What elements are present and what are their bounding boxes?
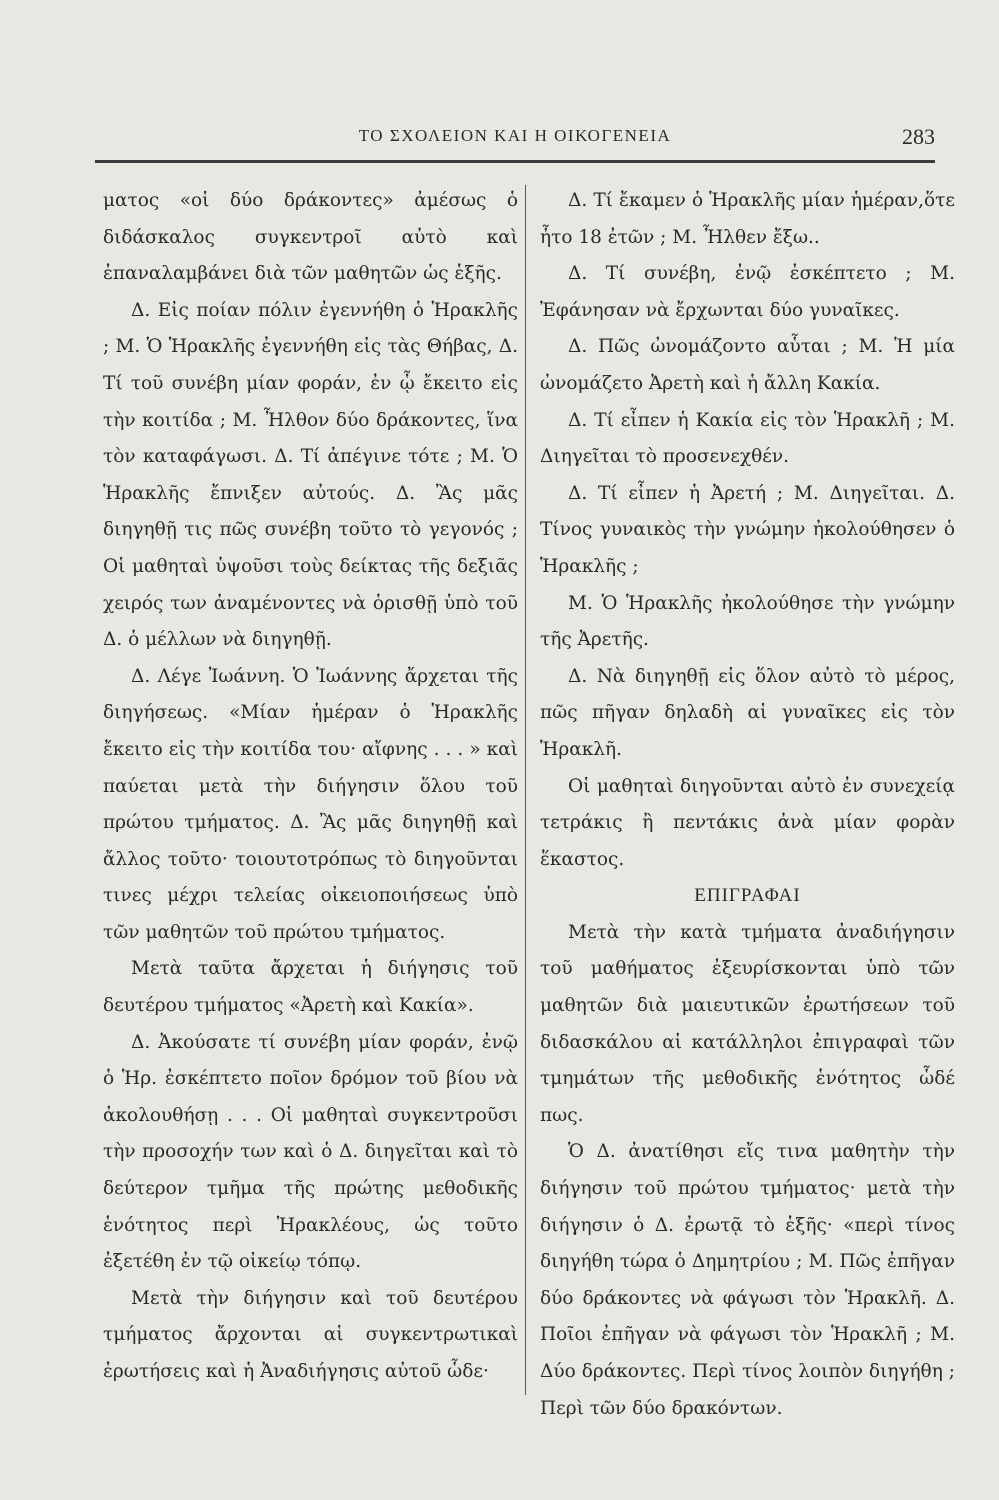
- header-rule: [95, 160, 935, 163]
- paragraph: Δ. Λέγε Ἰωάννη. Ὁ Ἰωάννης ἄρχεται τῆς διηγήσεως. «Μίαν ἡμέραν ὁ Ἡρακλῆς ἔκειτο εἰς τὴν κοιτίδα του· αἴφνης . . . » καὶ παύεται μετὰ τὴν διήγησιν ὅλου τοῦ πρώτου τμήματος. Δ. Ἂς μᾶς διηγηθῇ καὶ ἄλλος τοῦτο· τοιουτοτρόπως τὸ διηγοῦνται τινες μέχρι τελείας οἰκειοποιήσεως ὑπὸ τῶν μαθητῶν τοῦ πρώτου τμήματος.: [103, 665, 518, 943]
- paragraph: Δ. Τί ἔκαμεν ὁ Ἡρακλῆς μίαν ἡμέραν,ὅτε ἦτο 18 ἐτῶν ; Μ. Ἦλθεν ἔξω..: [540, 190, 955, 248]
- column-divider: [525, 185, 526, 1395]
- paragraph: Μ. Ὁ Ἡρακλῆς ἠκολούθησε τὴν γνώμην τῆς Ἀρετῆς.: [540, 592, 955, 651]
- paragraph: ματος «οἱ δύο δράκοντες» ἀμέσως ὁ διδάσκαλος συγκεντροῖ αὐτὸ καὶ ἐπαναλαμβάνει διὰ τῶν μαθητῶν ὡς ἑξῆς.: [103, 190, 518, 285]
- paragraph: Δ. Νὰ διηγηθῇ εἰς ὅλον αὐτὸ τὸ μέρος, πῶς πῆγαν δηλαδὴ αἱ γυναῖκες εἰς τὸν Ἡρακλῆ.: [540, 665, 955, 760]
- paragraph: Μετὰ ταῦτα ἄρχεται ἡ διήγησις τοῦ δευτέρου τμήματος «Ἀρετὴ καὶ Κακία».: [103, 958, 518, 1017]
- section-heading: ΕΠΙΓΡΑΦΑΙ: [694, 885, 801, 907]
- left-column: [103, 183, 518, 1391]
- right-column: [540, 183, 955, 1427]
- paragraph: Οἱ μαθηταὶ διηγοῦνται αὐτὸ ἐν συνεχείᾳ τετράκις ἢ πεντάκις ἀνὰ μίαν φορὰν ἕκαστος.: [540, 775, 955, 870]
- paragraph: Δ. Τί συνέβη, ἐνῷ ἐσκέπτετο ; Μ. Ἐφάνησαν νὰ ἔρχωνται δύο γυναῖκες.: [540, 263, 955, 321]
- right-column-epigraphs: [540, 915, 955, 1427]
- right-column-dialogue: [540, 183, 955, 878]
- paragraph: Μετὰ τὴν διήγησιν καὶ τοῦ δευτέρου τμήματος ἄρχονται αἱ συγκεντρωτικαὶ ἐρωτήσεις καὶ ἡ Ἀναδιήγησις αὐτοῦ ὧδε·: [103, 1287, 518, 1382]
- paragraph: Δ. Τί εἶπεν ἡ Κακία εἰς τὸν Ἡρακλῆ ; Μ. Διηγεῖται τὸ προσενεχθέν.: [540, 409, 955, 468]
- paragraph: Δ. Ἀκούσατε τί συνέβη μίαν φοράν, ἐνῷ ὁ Ἡρ. ἐσκέπτετο ποῖον δρόμον τοῦ βίου νὰ ἀκολουθήσῃ . . . Οἱ μαθηταὶ συγκεντροῦσι τὴν προσοχήν των καὶ ὁ Δ. διηγεῖται καὶ τὸ δεύτερον τμῆμα τῆς πρώτης μεθοδικῆς ἑνότητος περὶ Ἡρακλέους, ὡς τοῦτο ἐξετέθη ἐν τῷ οἰκείῳ τόπῳ.: [103, 1031, 518, 1273]
- paragraph: Δ. Εἰς ποίαν πόλιν ἐγεννήθη ὁ Ἡρακλῆς ; Μ. Ὁ Ἡρακλῆς ἐγεννήθη εἰς τὰς Θήβας, Δ. Τί τοῦ συνέβη μίαν φοράν, ἐν ᾧ ἔκειτο εἰς τὴν κοιτίδα ; Μ. Ἦλθον δύο δράκοντες, ἵνα τὸν καταφάγωσι. Δ. Τί ἀπέγινε τότε ; Μ. Ὁ Ἡρακλῆς ἔπνιξεν αὐτούς. Δ. Ἂς μᾶς διηγηθῇ τις πῶς συνέβη τοῦτο τὸ γεγονός ; Οἱ μαθηταὶ ὑψοῦσι τοὺς δείκτας τῆς δεξιᾶς χειρός των ἀναμένοντες νὰ ὁρισθῇ ὑπὸ τοῦ Δ. ὁ μέλλων νὰ διηγηθῇ.: [103, 299, 518, 651]
- paragraph: Ὁ Δ. ἀνατίθησι εἴς τινα μαθητὴν τὴν διήγησιν τοῦ πρώτου τμήματος· μετὰ τὴν διήγησιν ὁ Δ. ἐρωτᾷ τὸ ἑξῆς· «περὶ τίνος διηγήθη τώρα ὁ Δημητρίου ; Μ. Πῶς ἐπῆγαν δύο δράκοντες νὰ φάγωσι τὸν Ἡρακλῆ. Δ. Ποῖοι ἐπῆγαν νὰ φάγωσι τὸν Ἡρακλῆ ; Μ. Δύο δράκοντες. Περὶ τίνος λοιπὸν διηγήθη ; Περὶ τῶν δύο δρακόντων.: [540, 1141, 955, 1419]
- paragraph: Δ. Πῶς ὠνομάζοντο αὗται ; Μ. Ἡ μία ὠνομάζετο Ἀρετὴ καὶ ἡ ἄλλη Κακία.: [540, 336, 955, 394]
- paragraph: Δ. Τί εἶπεν ἡ Ἀρετή ; Μ. Διηγεῖται. Δ. Τίνος γυναικὸς τὴν γνώμην ἠκολούθησεν ὁ Ἡρακλῆς ;: [540, 482, 955, 577]
- page-header: [95, 118, 935, 158]
- paragraph: Μετὰ τὴν κατὰ τμήματα ἀναδιήγησιν τοῦ μαθήματος ἐξευρίσκονται ὑπὸ τῶν μαθητῶν διὰ μαιευτικῶν ἐρωτήσεων τοῦ διδασκάλου αἱ κατάλληλοι ἐπιγραφαὶ τῶν τμημάτων τῆς μεθοδικῆς ἑνότητος ὧδέ πως.: [540, 921, 955, 1126]
- running-title: ΤΟ ΣΧΟΛΕΙΟΝ ΚΑΙ Η ΟΙΚΟΓΕΝΕΙΑ: [358, 126, 672, 145]
- page-number: 283: [902, 124, 935, 149]
